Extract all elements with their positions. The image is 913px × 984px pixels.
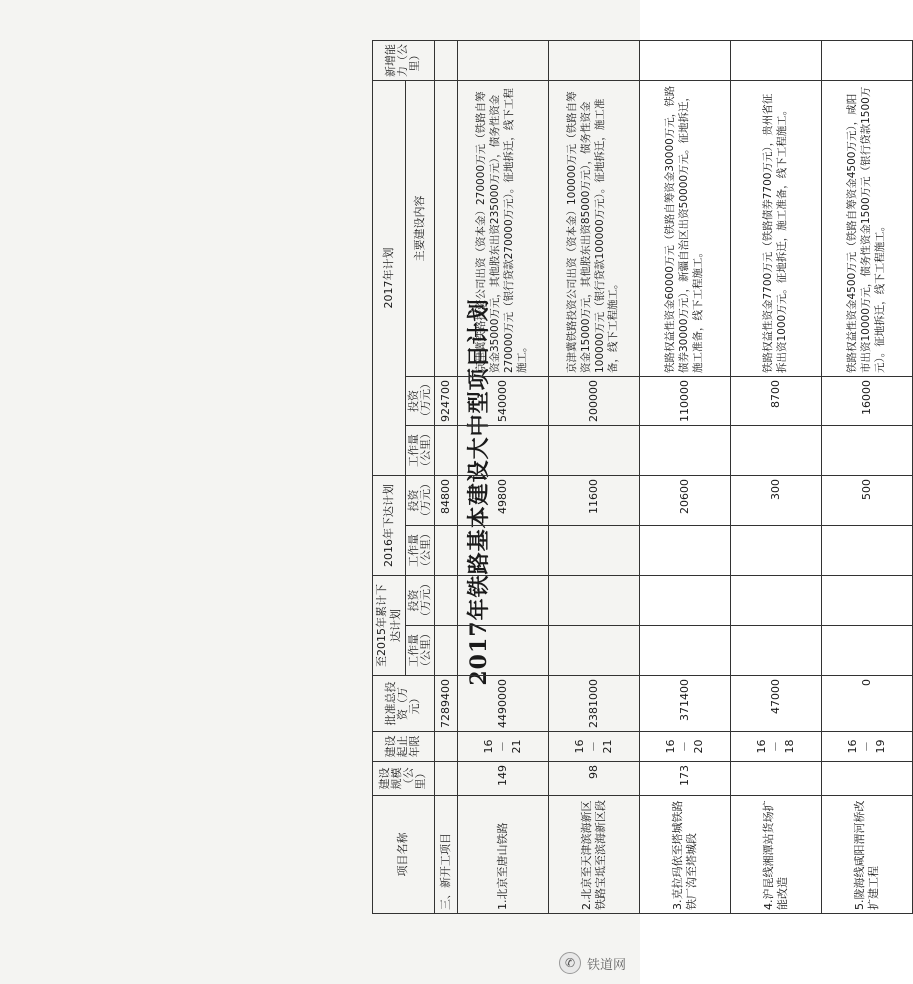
section-row — [434, 41, 457, 914]
project-years: 16－21 — [457, 732, 548, 762]
table-row — [457, 41, 548, 914]
project-approved: 4490000 — [457, 676, 548, 732]
header-scale: 建设规模（公里） — [373, 762, 435, 796]
project-content: 京津冀铁路投资公司出资（资本金）100000万元（铁路自筹资金15000万元，其他股东出资85000万元），债务性资金100000万元（银行贷款100000万元）。征地拆迁，施工准备，线下工程施工。 — [548, 81, 639, 377]
watermark-text: 铁道网 — [586, 957, 626, 973]
project-scale: 173 — [639, 762, 730, 796]
project-inv2016: 500 — [821, 476, 912, 526]
project-years: 16－19 — [821, 732, 912, 762]
section-approved: 7289400 — [434, 676, 457, 732]
project-approved: 0 — [821, 676, 912, 732]
project-scale: 98 — [548, 762, 639, 796]
section-inv2016: 84800 — [434, 476, 457, 526]
header-row-top — [373, 41, 406, 914]
project-name: 2.北京至天津滨海新区铁路宝坻至滨海新区段 — [548, 796, 639, 914]
header-content: 主要建设内容 — [405, 81, 434, 377]
header-years: 建设起止年限 — [373, 732, 435, 762]
project-name: 3.克拉玛依至塔城铁路铁厂沟至塔城段 — [639, 796, 730, 914]
section-inv2017: 924700 — [434, 377, 457, 426]
project-approved: 371400 — [639, 676, 730, 732]
section-label: 三、新开工项目 — [434, 796, 457, 914]
header-plan2017: 2017年计划 — [373, 81, 406, 476]
project-inv2017: 110000 — [639, 377, 730, 426]
project-inv2017: 8700 — [730, 377, 821, 426]
project-inv2017: 200000 — [548, 377, 639, 426]
project-content: 京津冀铁路投资公司出资（资本金）270000万元（铁路自筹资金35000万元，其他股东出资235000万元），债务性资金270000万元（银行贷款270000万元）。征地拆迁，线下工程施工。 — [457, 81, 548, 377]
table-row — [821, 41, 912, 914]
header-cum2015-investment: 投资（万元） — [405, 576, 434, 626]
table-row — [639, 41, 730, 914]
project-scale: 149 — [457, 762, 548, 796]
project-name: 5.陇海线咸阳渭河桥改扩建工程 — [821, 796, 912, 914]
project-years: 16－18 — [730, 732, 821, 762]
project-inv2016: 11600 — [548, 476, 639, 526]
watermark — [559, 952, 626, 974]
project-name: 4.沪昆线湘潭站货场扩能改造 — [730, 796, 821, 914]
header-plan2016: 2016年下达计划 — [373, 476, 406, 576]
header-plan2017-investment: 投资（万元） — [405, 377, 434, 426]
header-approved: 批准总投资（万元） — [373, 676, 435, 732]
project-inv2016: 20600 — [639, 476, 730, 526]
project-content: 铁路权益性资金4500万元（铁路自筹资金4500万元），咸阳市出资10000万元，债务性资金1500万元（银行贷款1500万元）。征地拆迁，线下工程施工。 — [821, 81, 912, 377]
project-content: 铁路权益性资金7700万元（铁路债券7700万元），贵州省征拆出资1000万元。征地拆迁，施工准备，线下工程施工。 — [730, 81, 821, 377]
project-content: 铁路权益性资金60000万元（铁路自筹资金30000万元，铁路债券30000万元），新疆自治区出资50000万元。征地拆迁，施工准备，线下工程施工。 — [639, 81, 730, 377]
header-project-name: 项目名称 — [373, 796, 435, 914]
project-years: 16－20 — [639, 732, 730, 762]
table-row — [730, 41, 821, 914]
project-name: 1.北京至唐山铁路 — [457, 796, 548, 914]
header-plan2017-workload: 工作量（公里） — [405, 426, 434, 476]
page-title: 2017年铁路基本建设大中型项目计划 — [466, 298, 492, 686]
table-row — [548, 41, 639, 914]
project-inv2017: 16000 — [821, 377, 912, 426]
project-years: 16－21 — [548, 732, 639, 762]
wechat-icon: ✆ — [559, 952, 581, 974]
header-cum2015: 至2015年累计下达计划 — [373, 576, 406, 676]
project-scale — [821, 762, 912, 796]
project-inv2016: 49800 — [457, 476, 548, 526]
header-cum2015-workload: 工作量（公里） — [405, 626, 434, 676]
project-approved: 47000 — [730, 676, 821, 732]
project-scale — [730, 762, 821, 796]
header-plan2016-investment: 投资（万元） — [405, 476, 434, 526]
header-new-capacity: 新增能力（公里） — [373, 41, 435, 81]
header-plan2016-workload: 工作量（公里） — [405, 526, 434, 576]
project-inv2016: 300 — [730, 476, 821, 526]
plan-table — [372, 40, 913, 914]
project-approved: 2381000 — [548, 676, 639, 732]
project-inv2017: 540000 — [457, 377, 548, 426]
